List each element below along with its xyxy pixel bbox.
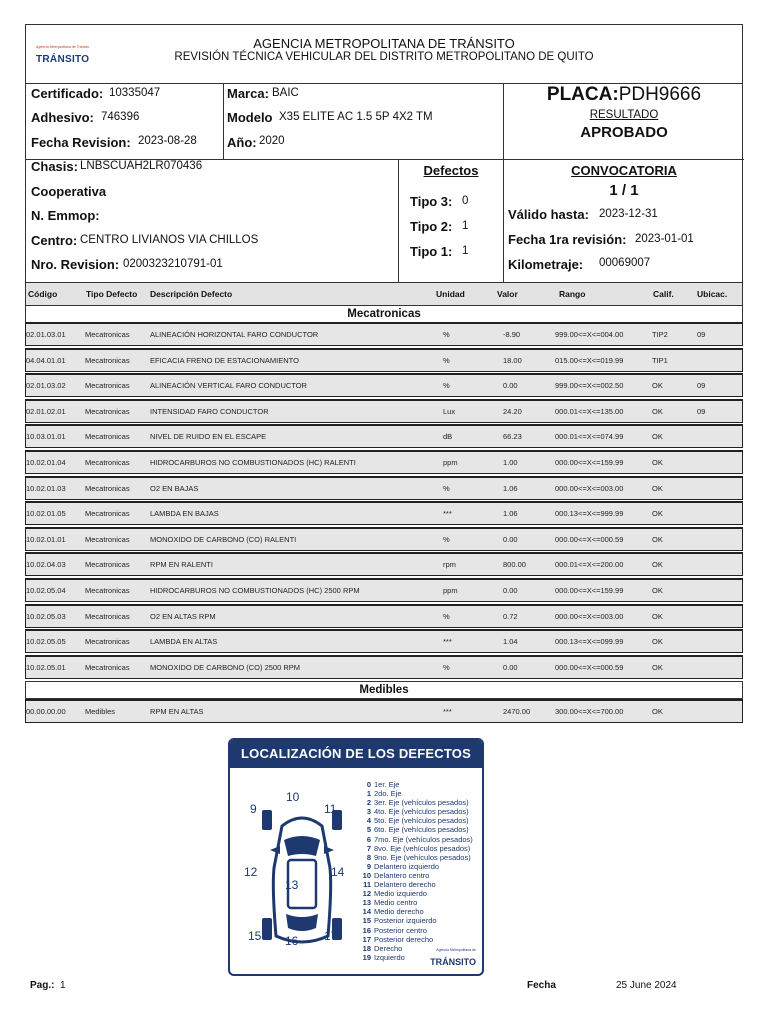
table-row: [25, 348, 743, 372]
tipo3-value: 0: [462, 195, 469, 207]
legend-item: [362, 862, 473, 871]
cell-tipo: Mecatronicas: [85, 381, 130, 391]
cell-valor: -8.90: [503, 330, 521, 339]
legend-text: 8vo. Eje (vehículos pesados): [374, 843, 471, 853]
cell-unidad: %: [443, 330, 450, 339]
cell-tipo: Mecatronicas: [85, 662, 130, 672]
cell-rango: 000.01<=X<=074.99: [555, 432, 624, 442]
defectos-label: Defectos: [423, 163, 479, 178]
transito-logo: [430, 948, 476, 970]
defects-table-header: [25, 283, 743, 305]
cell-valor: 1.06: [503, 509, 518, 519]
cell-tipo: Mecatronicas: [85, 534, 130, 544]
cell-descripcion: O2 EN ALTAS RPM: [150, 611, 216, 621]
legend-item: [362, 898, 473, 907]
table-row: [25, 399, 743, 423]
cell-descripcion: HIDROCARBUROS NO COMBUSTIONADOS (HC) RALENTI: [150, 458, 356, 467]
loc-num-9: 9: [250, 802, 257, 816]
cell-descripcion: RPM EN RALENTI: [150, 560, 213, 570]
cell-valor: 1.06: [503, 483, 518, 493]
valido-hasta-label: Válido hasta:: [508, 207, 589, 222]
legend-item: [362, 844, 473, 853]
table-row: [25, 552, 743, 576]
loc-num-13: 13: [285, 878, 299, 892]
cell-unidad: %: [443, 611, 450, 621]
fecha-revision-value: 2023-08-28: [138, 135, 197, 147]
table-row: [25, 527, 743, 551]
legend-item: [362, 907, 473, 916]
section-mecatronicas: Mecatronicas: [25, 305, 743, 323]
cell-rango: 015.00<=X<=019.99: [555, 355, 624, 365]
cell-rango: 000.00<=X<=003.00: [555, 611, 624, 621]
table-row: [25, 699, 743, 723]
cell-codigo: 10.02.05.04: [26, 586, 66, 595]
cell-valor: 1.00: [503, 458, 518, 467]
marca-label: Marca:: [227, 86, 269, 101]
legend-number: 8: [366, 852, 371, 862]
cell-valor: 66.23: [503, 432, 522, 442]
legend-text: Delantero centro: [374, 870, 430, 880]
cell-tipo: Mecatronicas: [85, 509, 130, 519]
legend-item: [362, 926, 473, 935]
cell-descripcion: LAMBDA EN BAJAS: [150, 509, 219, 519]
cell-tipo: Mecatronicas: [85, 406, 130, 416]
cell-unidad: ppm: [443, 458, 458, 467]
cell-descripcion: MONOXIDO DE CARBONO (CO) 2500 RPM: [150, 662, 301, 672]
cell-unidad: rpm: [443, 560, 456, 570]
col-valor: Valor: [497, 289, 518, 299]
table-row: [25, 578, 743, 602]
legend-number: 19: [362, 952, 371, 962]
location-legend: [362, 780, 473, 962]
cell-tipo: Mecatronicas: [85, 611, 130, 621]
legend-text: Posterior centro: [374, 925, 427, 935]
loc-num-16: 16: [285, 934, 299, 948]
table-row: [25, 450, 743, 474]
cell-calif: OK: [652, 534, 663, 544]
legend-number: 4: [366, 816, 371, 826]
cell-descripcion: NIVEL DE RUIDO EN EL ESCAPE: [150, 432, 267, 442]
legend-text: 9no. Eje (vehículos pesados): [374, 852, 471, 862]
cell-tipo: Mecatronicas: [85, 458, 130, 467]
loc-num-12: 12: [244, 865, 258, 879]
col-rango: Rango: [559, 289, 586, 299]
agency-subtitle: REVISIÓN TÉCNICA VEHICULAR DEL DISTRITO METROPOLITANO DE QUITO: [174, 51, 594, 63]
convocatoria-value: 1 / 1: [609, 182, 639, 199]
logo-small-text: Agencia Metropolitana de Tránsito: [36, 45, 90, 49]
legend-text: 2do. Eje: [374, 789, 402, 799]
logo-brand-text: TRÁNSITO: [36, 54, 90, 65]
legend-text: 3er. Eje (vehículos pesados): [374, 798, 469, 808]
legend-item: [362, 835, 473, 844]
legend-item: [362, 816, 473, 825]
cell-codigo: 10.03.01.01: [26, 432, 66, 442]
cell-rango: 000.00<=X<=000.59: [555, 662, 624, 672]
page-value: 1: [60, 980, 66, 991]
table-row: [25, 424, 743, 448]
cell-rango: 999.00<=X<=004.00: [555, 330, 624, 339]
cell-valor: 24.20: [503, 406, 522, 416]
table-row: [25, 373, 743, 397]
cell-unidad: ppm: [443, 586, 458, 595]
chasis-label: Chasis:: [31, 159, 78, 174]
cell-tipo: Mecatronicas: [85, 483, 130, 493]
adhesivo-value: 746396: [101, 111, 140, 123]
legend-item: [362, 798, 473, 807]
legend-text: Posterior derecho: [374, 934, 434, 944]
table-row: [25, 604, 743, 628]
legend-text: 5to. Eje (vehículos pesados): [374, 816, 469, 826]
cell-codigo: 02.01.03.02: [26, 381, 66, 391]
cell-descripcion: EFICACIA FRENO DE ESTACIONAMIENTO: [150, 355, 299, 365]
cell-tipo: Mecatronicas: [85, 560, 130, 570]
emmop-label: N. Emmop:: [31, 208, 100, 223]
cell-rango: 300.00<=X<=700.00: [555, 707, 624, 717]
resultado-label: RESULTADO: [589, 109, 659, 121]
legend-item: [362, 825, 473, 834]
cell-codigo: 10.02.05.05: [26, 637, 66, 647]
defect-location-title: LOCALIZACIÓN DE LOS DEFECTOS: [230, 740, 482, 768]
legend-item: [362, 916, 473, 925]
cell-calif: OK: [652, 637, 663, 647]
cell-rango: 000.00<=X<=003.00: [555, 483, 624, 493]
cell-unidad: %: [443, 483, 450, 493]
kilometraje-label: Kilometraje:: [508, 257, 584, 272]
cell-codigo: 02.01.03.01: [26, 330, 66, 339]
loc-num-17: 17: [324, 929, 338, 943]
cell-rango: 000.13<=X<=999.99: [555, 509, 624, 519]
cell-valor: 0.00: [503, 534, 518, 544]
cell-rango: 000.00<=X<=159.99: [555, 586, 624, 595]
table-row: [25, 322, 743, 346]
cell-valor: 800.00: [503, 560, 526, 570]
anio-value: 2020: [259, 135, 285, 147]
legend-item: [362, 889, 473, 898]
legend-number: 3: [366, 807, 371, 817]
legend-item: [362, 807, 473, 816]
cell-descripcion: ALINEACIÓN HORIZONTAL FARO CONDUCTOR: [150, 330, 319, 339]
legend-text: 4to. Eje (vehículos pesados): [374, 807, 469, 817]
cell-calif: TIP2: [652, 330, 668, 339]
legend-text: Derecho: [374, 943, 403, 953]
cell-codigo: 02.01.02.01: [26, 406, 66, 416]
modelo-value: X35 ELITE AC 1.5 5P 4X2 TM: [279, 111, 433, 123]
cell-calif: OK: [652, 458, 663, 467]
legend-number: 2: [366, 798, 371, 808]
cell-descripcion: HIDROCARBUROS NO COMBUSTIONADOS (HC) 2500 RPM: [150, 586, 360, 595]
cell-codigo: 10.02.01.01: [26, 534, 66, 544]
legend-text: Posterior izquierdo: [374, 916, 437, 926]
adhesivo-label: Adhesivo:: [31, 110, 94, 125]
cell-valor: 0.00: [503, 381, 518, 391]
cell-codigo: 10.02.05.01: [26, 662, 66, 672]
cell-valor: 0.00: [503, 662, 518, 672]
cell-descripcion: O2 EN BAJAS: [150, 483, 199, 493]
logo2-small-text: Agencia Metropolitana de: [436, 948, 476, 952]
legend-item: [362, 853, 473, 862]
placa-label: PLACA:: [546, 84, 619, 105]
legend-item: [362, 935, 473, 944]
cell-calif: TIP1: [652, 355, 668, 365]
cell-codigo: 10.02.04.03: [26, 560, 66, 570]
cooperativa-label: Cooperativa: [31, 184, 107, 199]
resultado-value: APROBADO: [580, 124, 668, 141]
cell-codigo: 10.02.05.03: [26, 611, 66, 621]
cell-unidad: Lux: [443, 406, 456, 416]
cell-rango: 000.01<=X<=135.00: [555, 406, 624, 416]
legend-number: 15: [362, 916, 371, 926]
marca-value: BAIC: [272, 87, 299, 99]
cell-tipo: Mecatronicas: [85, 355, 130, 365]
tipo1-value: 1: [462, 245, 469, 257]
cell-unidad: %: [443, 534, 450, 544]
cell-descripcion: INTENSIDAD FARO CONDUCTOR: [150, 406, 269, 416]
cell-rango: 000.13<=X<=099.99: [555, 637, 624, 647]
cell-codigo: 04.04.01.01: [26, 355, 66, 365]
col-codigo: Código: [28, 289, 58, 299]
legend-number: 6: [366, 834, 371, 844]
cell-rango: 999.00<=X<=002.50: [555, 381, 624, 391]
legend-text: Delantero izquierdo: [374, 861, 440, 871]
loc-num-14: 14: [331, 865, 345, 879]
col-descripcion: Descripción Defecto: [150, 289, 233, 299]
cell-unidad: %: [443, 662, 450, 672]
certificado-label: Certificado:: [31, 86, 104, 101]
logo2-brand-text: TRÁNSITO: [430, 957, 476, 967]
defect-location-panel: [228, 738, 484, 976]
page-number: [30, 980, 66, 991]
cell-descripcion: ALINEACIÓN VERTICAL FARO CONDUCTOR: [150, 381, 307, 391]
cell-codigo: 10.02.01.04: [26, 458, 66, 467]
valido-hasta-value: 2023-12-31: [599, 208, 658, 220]
cell-rango: 000.00<=X<=159.99: [555, 458, 624, 467]
centro-value: CENTRO LIVIANOS VIA CHILLOS: [80, 234, 259, 246]
vehicle-info-block: [25, 84, 743, 283]
cell-calif: OK: [652, 483, 663, 493]
cell-ubicac: 09: [697, 330, 706, 339]
fecha-revision-label: Fecha Revision:: [31, 135, 131, 150]
cell-calif: OK: [652, 586, 663, 595]
legend-text: 6to. Eje (vehículos pesados): [374, 825, 469, 835]
legend-number: 0: [366, 780, 371, 789]
cell-tipo: Mecatronicas: [85, 432, 130, 442]
fecha-1ra-revision-label: Fecha 1ra revisión:: [508, 232, 627, 247]
cell-unidad: %: [443, 381, 450, 391]
tipo1-label: Tipo 1:: [410, 244, 453, 259]
legend-number: 9: [366, 861, 371, 871]
anio-label: Año:: [227, 135, 257, 150]
cell-valor: 1.04: [503, 637, 518, 647]
cell-calif: OK: [652, 381, 663, 391]
kilometraje-value: 00069007: [599, 257, 651, 269]
nro-revision-label: Nro. Revision:: [31, 257, 120, 272]
cell-descripcion: MONOXIDO DE CARBONO (CO) RALENTI: [150, 534, 297, 544]
legend-number: 14: [362, 907, 371, 917]
legend-text: 1er. Eje: [374, 780, 400, 789]
modelo-label: Modelo: [227, 110, 273, 125]
col-unidad: Unidad: [436, 289, 465, 299]
placa-value: PDH9666: [618, 84, 702, 105]
legend-number: 16: [362, 925, 371, 935]
table-row: [25, 655, 743, 679]
legend-number: 7: [366, 843, 371, 853]
cell-ubicac: 09: [697, 381, 706, 391]
cell-tipo: Mecatronicas: [85, 637, 130, 647]
cell-calif: OK: [652, 707, 663, 717]
cell-valor: 18.00: [503, 355, 522, 365]
legend-number: 18: [362, 943, 371, 953]
fecha-1ra-revision-value: 2023-01-01: [635, 233, 694, 245]
legend-text: Izquierdo: [374, 952, 405, 962]
legend-item: [362, 780, 473, 789]
legend-number: 17: [362, 934, 371, 944]
loc-num-10: 10: [286, 790, 300, 804]
legend-number: 10: [362, 870, 371, 880]
legend-item: [362, 880, 473, 889]
cell-codigo: 00.00.00.00: [26, 707, 66, 717]
cell-rango: 000.00<=X<=000.59: [555, 534, 624, 544]
cell-calif: OK: [652, 662, 663, 672]
cell-calif: OK: [652, 611, 663, 621]
cell-tipo: Mecatronicas: [85, 586, 130, 595]
cell-tipo: Mecatronicas: [85, 330, 130, 339]
legend-number: 12: [362, 889, 371, 899]
legend-text: 7mo. Eje (vehículos pesados): [374, 834, 473, 844]
legend-number: 11: [363, 880, 371, 890]
page-label: Pag.:: [30, 980, 55, 991]
cell-calif: OK: [652, 406, 663, 416]
cell-valor: 0.00: [503, 586, 518, 595]
table-row: [25, 501, 743, 525]
cell-descripcion: LAMBDA EN ALTAS: [150, 637, 218, 647]
nro-revision-value: 0200323210791-01: [123, 258, 223, 270]
tipo3-label: Tipo 3:: [410, 194, 453, 209]
legend-number: 5: [366, 825, 371, 835]
document-header: [25, 24, 743, 84]
cell-unidad: ***: [443, 637, 452, 647]
cell-descripcion: RPM EN ALTAS: [150, 707, 204, 717]
chasis-value: LNBSCUAH2LR070436: [80, 160, 203, 172]
section-medibles: Medibles: [25, 681, 743, 699]
cell-valor: 0.72: [503, 611, 518, 621]
col-tipo-defecto: Tipo Defecto: [86, 289, 138, 299]
cell-codigo: 10.02.01.03: [26, 483, 66, 493]
legend-item: [362, 871, 473, 880]
agency-title: AGENCIA METROPOLITANA DE TRÁNSITO: [253, 36, 515, 51]
certificado-value: 10335047: [109, 87, 161, 99]
col-ubicac: Ubicac.: [697, 289, 728, 299]
fecha-value: 25 June 2024: [616, 980, 677, 991]
convocatoria-label: CONVOCATORIA: [571, 163, 677, 178]
cell-rango: 000.01<=X<=200.00: [555, 560, 624, 570]
cell-calif: OK: [652, 509, 663, 519]
legend-text: Delantero derecho: [374, 880, 436, 890]
legend-text: Medio derecho: [374, 907, 424, 917]
legend-item: [362, 789, 473, 798]
table-row: [25, 476, 743, 500]
centro-label: Centro:: [31, 233, 78, 248]
cell-valor: 2470.00: [503, 707, 531, 717]
tipo2-label: Tipo 2:: [410, 219, 453, 234]
legend-text: Medio centro: [374, 898, 418, 908]
cell-calif: OK: [652, 432, 663, 442]
legend-number: 13: [362, 898, 371, 908]
cell-unidad: ***: [443, 707, 452, 717]
tipo2-value: 1: [462, 220, 469, 232]
col-calif: Calif.: [653, 289, 674, 299]
table-row: [25, 629, 743, 653]
cell-unidad: dB: [443, 432, 453, 442]
cell-calif: OK: [652, 560, 663, 570]
legend-number: 1: [366, 789, 371, 799]
cell-tipo: Medibles: [85, 707, 116, 717]
legend-text: Medio izquierdo: [374, 889, 427, 899]
cell-codigo: 10.02.01.05: [26, 509, 66, 519]
loc-num-15: 15: [248, 929, 262, 943]
cell-unidad: %: [443, 355, 450, 365]
loc-num-11: 11: [324, 802, 337, 816]
cell-unidad: ***: [443, 509, 452, 519]
fecha-label: Fecha: [527, 980, 556, 991]
cell-ubicac: 09: [697, 406, 706, 416]
